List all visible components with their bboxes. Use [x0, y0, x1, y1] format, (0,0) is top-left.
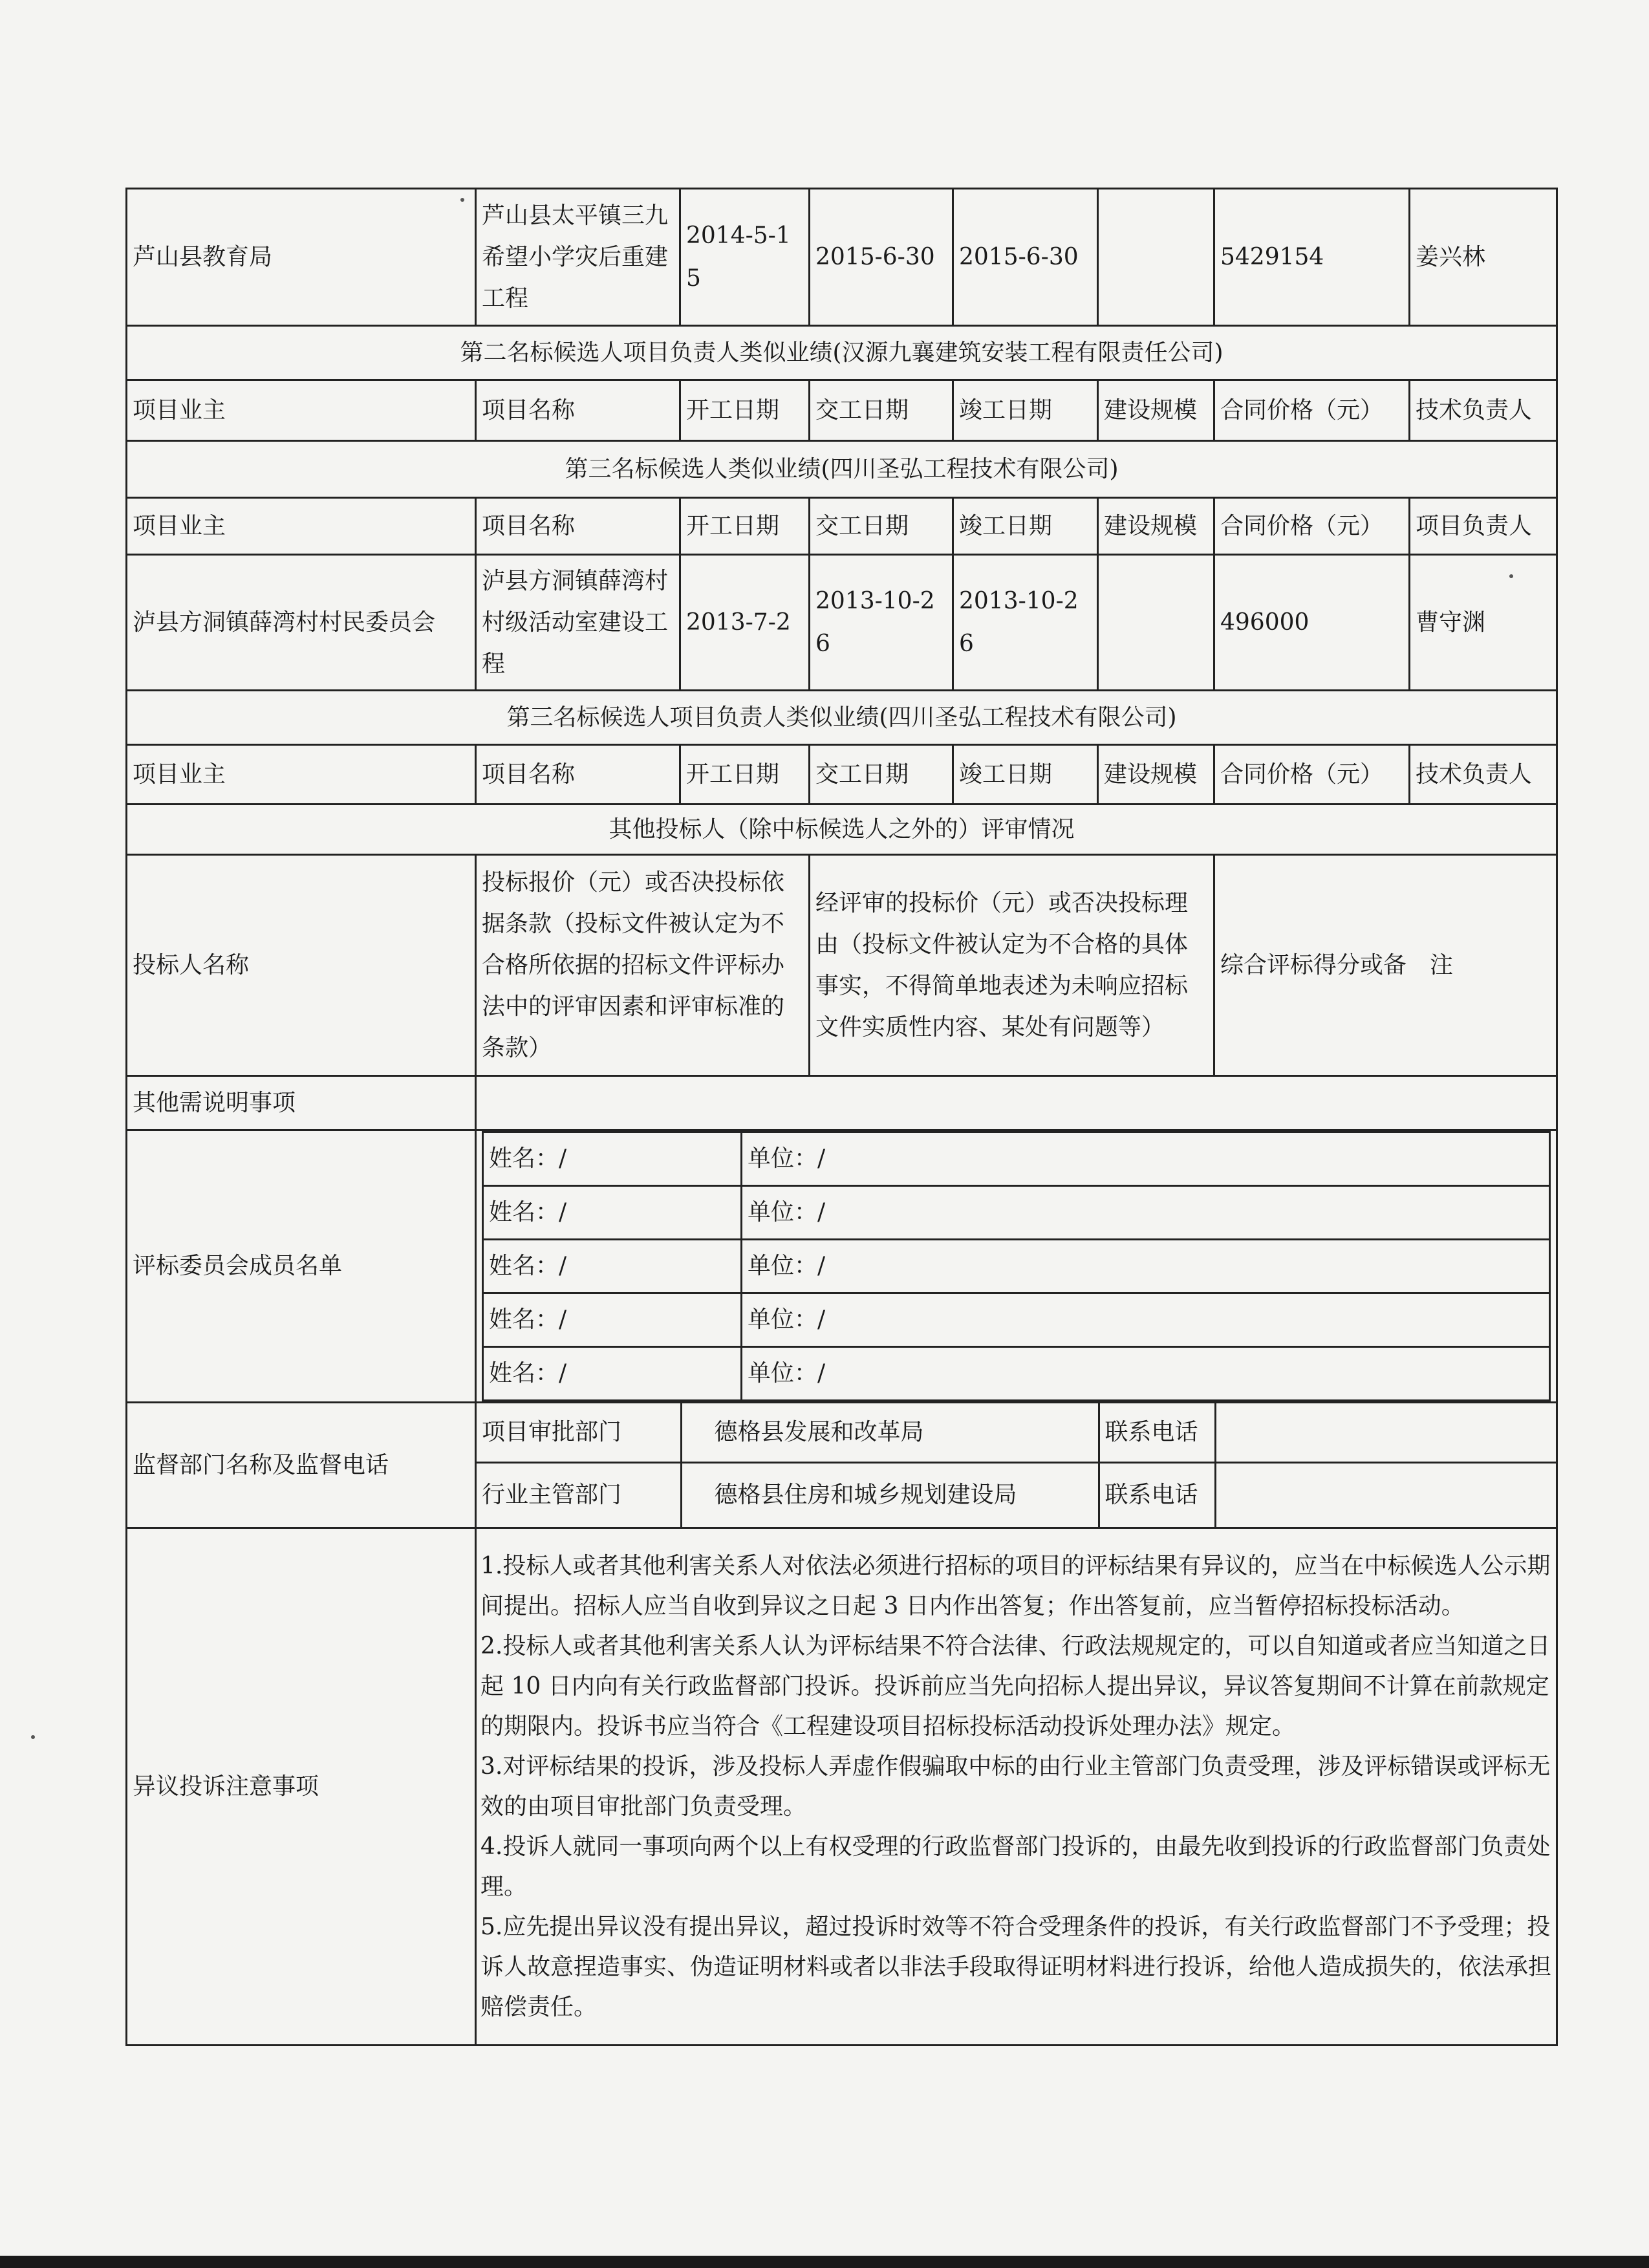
objection-notes: [476, 1528, 1557, 2046]
misc-row: [127, 1076, 1557, 1130]
phone-label: 联系电话: [1099, 1462, 1215, 1527]
objection-item: 5.应先提出异议没有提出异议，超过投诉时效等不符合受理条件的投诉，有关行政监督部门不予受理；投诉人故意捏造事实、伪造证明材料或者以非法手段取得证明材料进行投诉，给他人造成损失的，依法承担赔偿责任。: [480, 1913, 1552, 2020]
contract-price-cell: 5429154: [1214, 189, 1410, 326]
header-row: [127, 380, 1557, 441]
header-cell: 建设规模: [1098, 380, 1214, 441]
project-owner-cell: 泸县方洞镇薛湾村村民委员会: [127, 555, 476, 691]
header-cell: 建设规模: [1098, 745, 1214, 805]
result-table: [125, 188, 1558, 2046]
supervision-label: 监督部门名称及监督电话: [127, 1403, 476, 1528]
objection-item: 1.投标人或者其他利害关系人对依法必须进行招标的项目的评标结果有异议的，应当在中标候选人公示期间提出。招标人应当自收到异议之日起 3 日内作出答复；作出答复前，应当暂停招标投标活动。: [480, 1552, 1551, 1619]
header-cell: 开工日期: [680, 380, 810, 441]
scan-speck: [460, 198, 464, 202]
score-remark-header: 综合评标得分或备 注: [1214, 855, 1557, 1076]
supervision-dept-row: [477, 1462, 1556, 1527]
member-unit: 单位：/: [742, 1347, 1550, 1401]
header-cell: 项目业主: [127, 380, 476, 441]
handover-date-cell: 2015-6-30: [810, 189, 953, 326]
member-name: 姓名：/: [483, 1186, 742, 1240]
header-cell: 项目业主: [127, 745, 476, 805]
section-title-row: [127, 326, 1557, 380]
header-cell: 竣工日期: [953, 745, 1098, 805]
scale-cell: [1098, 189, 1214, 326]
section-title: 其他投标人（除中标候选人之外的）评审情况: [127, 805, 1557, 855]
handover-date-cell: 2013-10-26: [810, 555, 953, 691]
committee-members: [482, 1131, 1551, 1401]
section-title: 第二名标候选人项目负责人类似业绩(汉源九襄建筑安装工程有限责任公司): [127, 326, 1557, 380]
header-cell: 开工日期: [680, 745, 810, 805]
dept-name: 德格县发展和改革局: [681, 1403, 1099, 1462]
start-date-cell: 2013-7-2: [680, 555, 810, 691]
member-row: [483, 1347, 1550, 1401]
member-name: 姓名：/: [483, 1347, 742, 1401]
committee-row: [127, 1130, 1557, 1403]
table-row: [127, 189, 1557, 326]
section-title: 第三名标候选人项目负责人类似业绩(四川圣弘工程技术有限公司): [127, 691, 1557, 745]
other-bidders-row: [127, 855, 1557, 1076]
section-title-row: [127, 805, 1557, 855]
completion-date-cell: 2015-6-30: [953, 189, 1098, 326]
member-unit: 单位：/: [742, 1132, 1550, 1186]
header-cell: 合同价格（元）: [1214, 380, 1410, 441]
header-cell: 项目名称: [476, 380, 680, 441]
header-cell: 技术负责人: [1410, 745, 1557, 805]
section-title: 第三名标候选人类似业绩(四川圣弘工程技术有限公司): [127, 441, 1557, 498]
scale-cell: [1098, 555, 1214, 691]
member-unit: 单位：/: [742, 1186, 1550, 1240]
header-cell: 合同价格（元）: [1214, 498, 1410, 555]
objection-item: 4.投诉人就同一事项向两个以上有权受理的行政监督部门投诉的，由最先收到投诉的行政监督部门负责处理。: [480, 1833, 1551, 1900]
header-cell: 竣工日期: [953, 380, 1098, 441]
member-name: 姓名：/: [483, 1132, 742, 1186]
header-cell: 交工日期: [810, 380, 953, 441]
phone-value: [1215, 1462, 1556, 1527]
committee-list: [476, 1130, 1557, 1403]
dept-name: 德格县住房和城乡规划建设局: [681, 1462, 1099, 1527]
contract-price-cell: 496000: [1214, 555, 1410, 691]
header-cell: 开工日期: [680, 498, 810, 555]
supervision-table-cell: [476, 1403, 1557, 1528]
responsible-person-cell: 曹守渊: [1410, 555, 1557, 691]
header-cell: 交工日期: [810, 745, 953, 805]
member-name: 姓名：/: [483, 1240, 742, 1293]
header-cell: 项目名称: [476, 498, 680, 555]
scan-speck: [1509, 574, 1513, 578]
header-cell: 交工日期: [810, 498, 953, 555]
supervision-table: [477, 1403, 1556, 1527]
phone-label: 联系电话: [1099, 1403, 1215, 1462]
member-row: [483, 1186, 1550, 1240]
header-row: [127, 498, 1557, 555]
misc-label: 其他需说明事项: [127, 1076, 476, 1130]
table-row: [127, 555, 1557, 691]
scan-speck: [31, 1735, 35, 1739]
reviewed-price-reason-header: 经评审的投标价（元）或否决投标理由（投标文件被认定为不合格的具体事实，不得简单地表述为未响应招标文件实质性内容、某处有问题等）: [810, 855, 1214, 1076]
committee-label: 评标委员会成员名单: [127, 1130, 476, 1403]
dept-kind: 行业主管部门: [477, 1462, 681, 1527]
supervision-row: [127, 1403, 1557, 1528]
header-cell: 项目业主: [127, 498, 476, 555]
bidder-name-label: 投标人名称: [127, 855, 476, 1076]
member-row: [483, 1293, 1550, 1347]
project-name-cell: 泸县方洞镇薛湾村村级活动室建设工程: [476, 555, 680, 691]
header-cell: 技术负责人: [1410, 380, 1557, 441]
header-row: [127, 745, 1557, 805]
header-cell: 建设规模: [1098, 498, 1214, 555]
section-title-row: [127, 691, 1557, 745]
member-row: [483, 1240, 1550, 1293]
supervision-dept-row: [477, 1403, 1556, 1462]
header-cell: 项目负责人: [1410, 498, 1557, 555]
objection-row: [127, 1528, 1557, 2046]
start-date-cell: 2014-5-15: [680, 189, 810, 326]
objection-item: 3.对评标结果的投诉，涉及投标人弄虚作假骗取中标的由行业主管部门负责受理，涉及评标错误或评标无效的由项目审批部门负责受理。: [480, 1753, 1551, 1820]
member-unit: 单位：/: [742, 1293, 1550, 1347]
member-unit: 单位：/: [742, 1240, 1550, 1293]
scan-edge-bar: [0, 2256, 1649, 2268]
phone-value: [1215, 1403, 1556, 1462]
misc-value: [476, 1076, 1557, 1130]
member-name: 姓名：/: [483, 1293, 742, 1347]
objection-item: 2.投标人或者其他利害关系人认为评标结果不符合法律、行政法规规定的，可以自知道或者应当知道之日起 10 日内向有关行政监督部门投诉。投诉前应当先向招标人提出异议，异议答复期间不计算在前款规定的期限内。投诉书应当符合《工程建设项目招标投标活动投诉处理办法》规定。: [480, 1632, 1551, 1740]
header-cell: 合同价格（元）: [1214, 745, 1410, 805]
member-row: [483, 1132, 1550, 1186]
header-cell: 竣工日期: [953, 498, 1098, 555]
project-owner-cell: 芦山县教育局: [127, 189, 476, 326]
responsible-person-cell: 姜兴林: [1410, 189, 1557, 326]
section-title-row: [127, 441, 1557, 498]
header-cell: 项目名称: [476, 745, 680, 805]
completion-date-cell: 2013-10-26: [953, 555, 1098, 691]
bid-price-basis-header: 投标报价（元）或否决投标依据条款（投标文件被认定为不合格所依据的招标文件评标办法中的评审因素和评审标准的条款）: [476, 855, 810, 1076]
project-name-cell: 芦山县太平镇三九希望小学灾后重建工程: [476, 189, 680, 326]
objection-label: 异议投诉注意事项: [127, 1528, 476, 2046]
dept-kind: 项目审批部门: [477, 1403, 681, 1462]
